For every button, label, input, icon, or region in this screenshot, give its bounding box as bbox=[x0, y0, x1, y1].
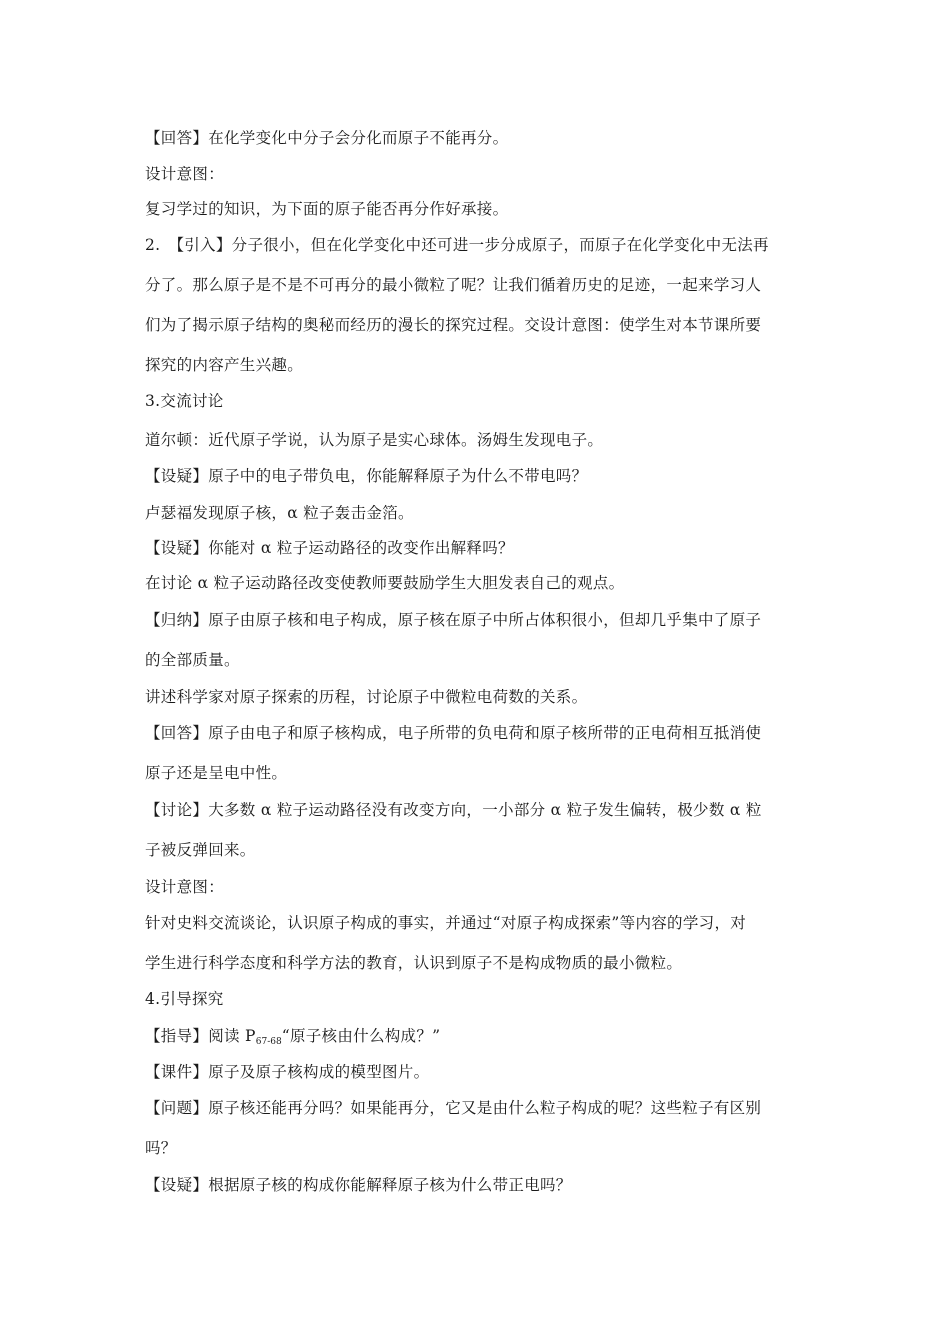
history-line: 讲述科学家对原子探索的历程，讨论原子中微粒电荷数的关系。 bbox=[145, 688, 588, 706]
problem-line-2: 吗？ bbox=[145, 1139, 177, 1157]
dalton-line: 道尔顿：近代原子学说，认为原子是实心球体。汤姆生发现电子。 bbox=[145, 431, 604, 449]
intro-line-2: 分了。那么原子是不是不可再分的最小微粒了呢？让我们循着历史的足迹，一起来学习人 bbox=[145, 276, 762, 294]
answer-line-2b: 原子还是呈电中性。 bbox=[145, 764, 288, 782]
intro-line-1: 2. 【引入】分子很小，但在化学变化中还可进一步分成原子，而原子在化学变化中无法再 bbox=[145, 236, 769, 254]
answer-line-2a: 【回答】原子由电子和原子核构成，电子所带的负电荷和原子核所带的正电荷相互抵消使 bbox=[145, 724, 762, 742]
question-line-2: 【设疑】你能对 α 粒子运动路径的改变作出解释吗？ bbox=[145, 539, 514, 557]
discussion-note-line: 在讨论 α 粒子运动路径改变使教师要鼓励学生大胆发表自己的观点。 bbox=[145, 574, 625, 592]
design-intent-label-2: 设计意图： bbox=[145, 878, 225, 896]
question-line-1: 【设疑】原子中的电子带负电，你能解释原子为什么不带电吗？ bbox=[145, 467, 588, 485]
discuss-line-2: 子被反弹回来。 bbox=[145, 841, 256, 859]
design-intent-label-1: 设计意图： bbox=[145, 165, 225, 183]
question-line-3: 【设疑】根据原子核的构成你能解释原子核为什么带正电吗？ bbox=[145, 1176, 572, 1194]
summary-line-1: 【归纳】原子由原子核和电子构成，原子核在原子中所占体积很小，但却几乎集中了原子 bbox=[145, 611, 762, 629]
rutherford-line: 卢瑟福发现原子核，α 粒子轰击金箔。 bbox=[145, 504, 414, 522]
answer-line-1: 【回答】在化学变化中分子会分化而原子不能再分。 bbox=[145, 129, 509, 147]
section-heading-4: 4.引导探究 bbox=[145, 990, 224, 1008]
section-heading-3: 3.交流讨论 bbox=[145, 392, 224, 410]
design-intent-text-2b: 学生进行科学态度和科学方法的教育，认识到原子不是构成物质的最小微粒。 bbox=[145, 954, 683, 972]
design-intent-text-2a: 针对史料交流谈论，认识原子构成的事实，并通过“对原子构成探索”等内容的学习，对 bbox=[145, 914, 747, 932]
page-range-subscript: 67-68 bbox=[255, 1037, 282, 1047]
intro-line-4: 探究的内容产生兴趣。 bbox=[145, 356, 304, 374]
reading-guide-line bbox=[145, 1026, 815, 1052]
discuss-line-1: 【讨论】大多数 α 粒子运动路径没有改变方向，一小部分 α 粒子发生偏转，极少数 α 粒 bbox=[145, 801, 762, 819]
design-intent-text-1: 复习学过的知识，为下面的原子能否再分作好承接。 bbox=[145, 200, 509, 218]
reading-guide-question: “原子核由什么构成？” bbox=[281, 1027, 441, 1045]
intro-line-3: 们为了揭示原子结构的奥秘而经历的漫长的探究过程。交设计意图：使学生对本节课所要 bbox=[145, 316, 762, 334]
reading-guide-prefix: 【指导】阅读 P bbox=[145, 1027, 256, 1045]
problem-line-1: 【问题】原子核还能再分吗？如果能再分，它又是由什么粒子构成的呢？这些粒子有区别 bbox=[145, 1099, 762, 1117]
summary-line-2: 的全部质量。 bbox=[145, 651, 240, 669]
courseware-line: 【课件】原子及原子核构成的模型图片。 bbox=[145, 1063, 430, 1081]
